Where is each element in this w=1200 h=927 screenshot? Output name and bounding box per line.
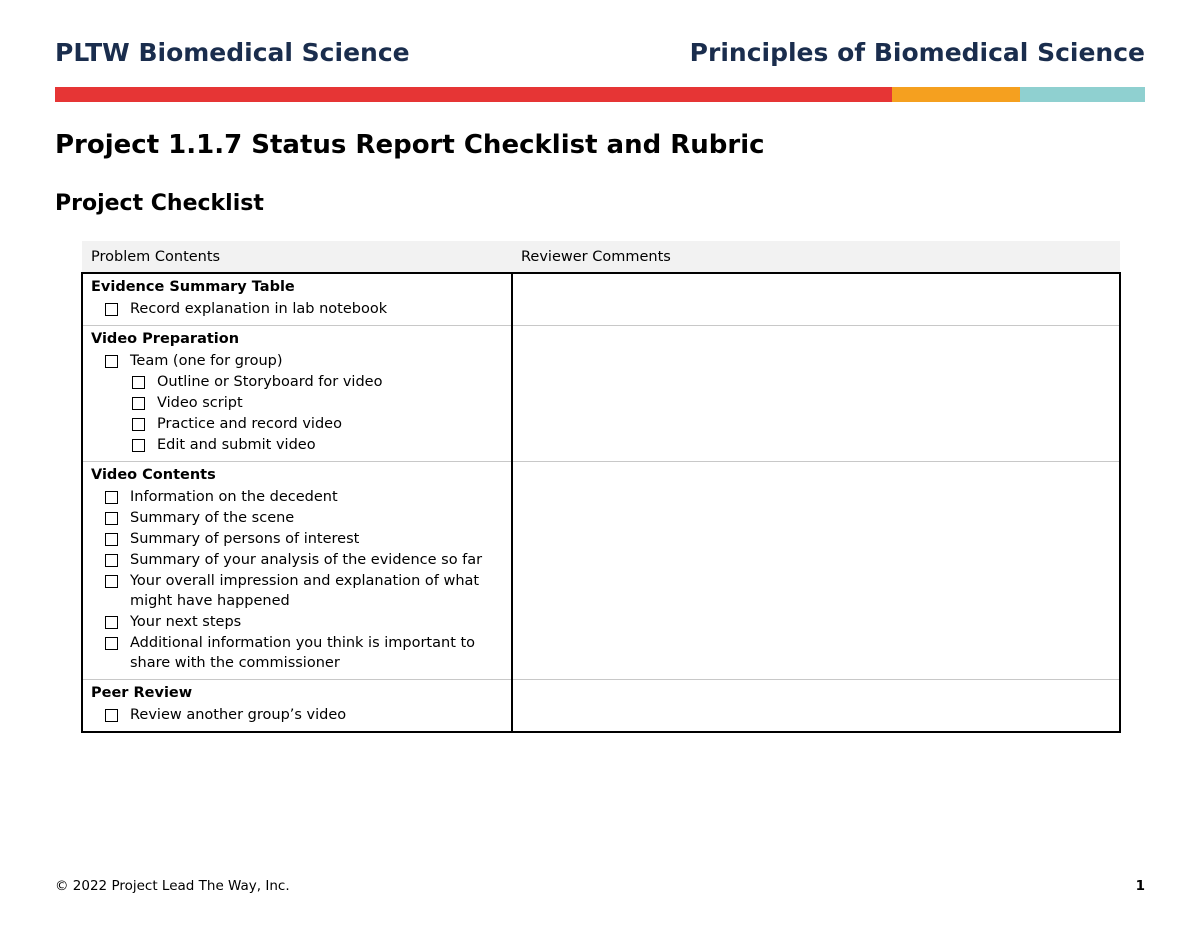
checklist-item[interactable]: [91, 612, 503, 632]
checkbox[interactable]: [132, 439, 145, 452]
checklist-item-label: Review another group’s video: [130, 707, 347, 723]
checklist-item-label: Information on the decedent: [130, 489, 338, 505]
checklist-item[interactable]: [91, 529, 503, 549]
reviewer-comments-cell[interactable]: [512, 273, 1120, 326]
page-title: Project 1.1.7 Status Report Checklist and Rubric: [55, 130, 765, 160]
checkbox[interactable]: [132, 376, 145, 389]
checklist-item[interactable]: [91, 487, 503, 507]
checklist-item[interactable]: [91, 705, 503, 725]
table-row: [82, 273, 1120, 326]
checkbox[interactable]: [105, 616, 118, 629]
checklist-item[interactable]: [91, 351, 503, 371]
checklist-subitem[interactable]: [91, 393, 503, 413]
checklist-item-label: Your overall impression and explanation of what might have happened: [130, 573, 480, 609]
reviewer-comments-cell[interactable]: [512, 680, 1120, 733]
section-title: Project Checklist: [55, 191, 264, 216]
checklist-item-label: Video script: [157, 395, 243, 411]
checklist-item-label: Summary of your analysis of the evidence so far: [130, 552, 483, 568]
checklist-item[interactable]: [91, 299, 503, 319]
column-header-reviewer-comments: Reviewer Comments: [512, 241, 1120, 273]
checkbox[interactable]: [105, 512, 118, 525]
checkbox[interactable]: [105, 709, 118, 722]
checklist-item-label: Edit and submit video: [157, 437, 316, 453]
header-color-bar: [55, 87, 1145, 102]
checklist-item[interactable]: [91, 508, 503, 528]
problem-contents-cell: [82, 273, 512, 326]
checkbox[interactable]: [132, 397, 145, 410]
section-label: Video Contents: [91, 467, 216, 483]
checklist-item-label: Summary of the scene: [130, 510, 295, 526]
section-label: Peer Review: [91, 685, 193, 701]
checklist-item[interactable]: [91, 571, 503, 611]
copyright-notice: © 2022 Project Lead The Way, Inc.: [55, 878, 290, 894]
checklist-item-label: Summary of persons of interest: [130, 531, 360, 547]
checkbox[interactable]: [105, 355, 118, 368]
checklist-item-label: Outline or Storyboard for video: [157, 374, 383, 390]
reviewer-comments-cell[interactable]: [512, 326, 1120, 462]
section-label: Video Preparation: [91, 331, 240, 347]
color-bar-red-segment: [55, 87, 892, 102]
table-header-row: [82, 241, 1120, 273]
checklist-item[interactable]: [91, 633, 503, 673]
color-bar-orange-segment: [892, 87, 1020, 102]
table-row: [82, 462, 1120, 680]
checkbox[interactable]: [105, 554, 118, 567]
header-course-title: Principles of Biomedical Science: [689, 38, 1145, 67]
checklist-item-label: Team (one for group): [130, 353, 283, 369]
checklist-item-label: Practice and record video: [157, 416, 342, 432]
checkbox[interactable]: [105, 637, 118, 650]
checkbox[interactable]: [105, 533, 118, 546]
checkbox[interactable]: [105, 303, 118, 316]
table-row: [82, 680, 1120, 733]
section-label: Evidence Summary Table: [91, 279, 295, 295]
checklist-item-label: Your next steps: [130, 614, 242, 630]
page-number: 1: [1135, 878, 1145, 894]
column-header-problem-contents: Problem Contents: [82, 241, 512, 273]
checklist-item-label: Record explanation in lab notebook: [130, 301, 388, 317]
problem-contents-cell: [82, 462, 512, 680]
reviewer-comments-cell[interactable]: [512, 462, 1120, 680]
checkbox[interactable]: [105, 575, 118, 588]
table-row: [82, 326, 1120, 462]
checklist-subitem[interactable]: [91, 414, 503, 434]
checkbox[interactable]: [132, 418, 145, 431]
problem-contents-cell: [82, 680, 512, 733]
checklist-item-label: Additional information you think is important to share with the commissioner: [130, 635, 476, 671]
problem-contents-cell: [82, 326, 512, 462]
checkbox[interactable]: [105, 491, 118, 504]
header-program-title: PLTW Biomedical Science: [55, 38, 410, 67]
checklist-subitem[interactable]: [91, 372, 503, 392]
color-bar-teal-segment: [1020, 87, 1145, 102]
project-checklist-table: [81, 241, 1121, 733]
checklist-subitem[interactable]: [91, 435, 503, 455]
checklist-item[interactable]: [91, 550, 503, 570]
